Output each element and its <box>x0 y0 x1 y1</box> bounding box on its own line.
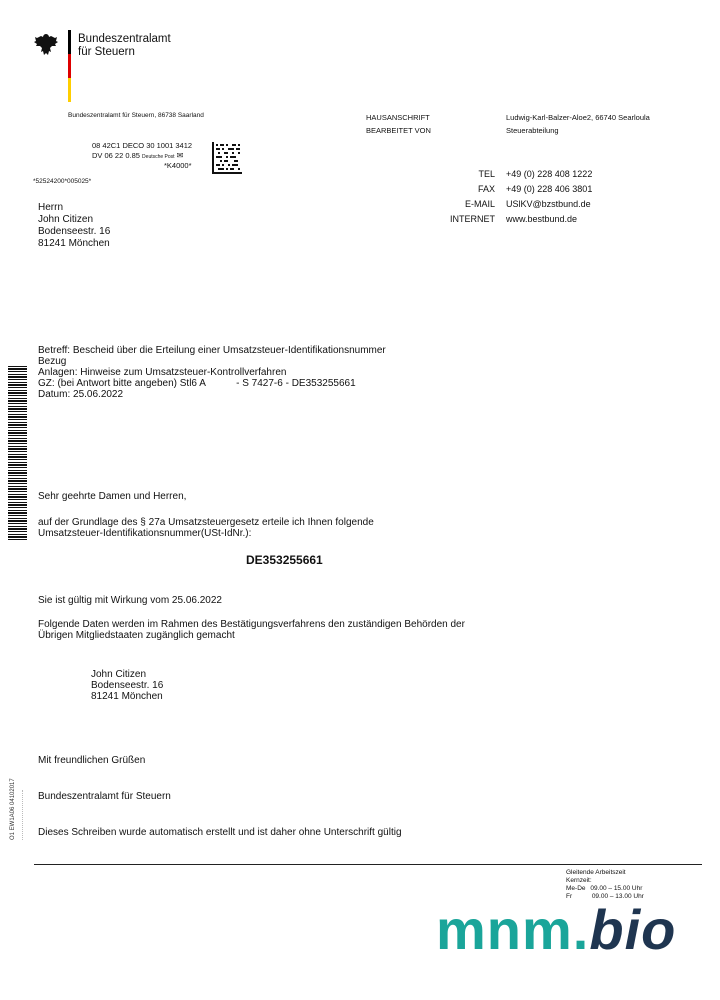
tel-value: +49 (0) 228 408 1222 <box>506 169 593 179</box>
watermark-logo <box>436 900 676 960</box>
email-link[interactable]: USlKV@bzstbund.de <box>506 199 591 209</box>
file-number-line <box>38 378 386 389</box>
office-hours <box>566 869 644 901</box>
federal-eagle-icon <box>33 32 59 58</box>
handled-by-label: BEARBEITET VON <box>366 126 431 135</box>
date-line: Datum: 25.06.2022 <box>38 389 124 400</box>
side-code: O1 EW1A06 04102017 <box>10 778 16 840</box>
data-line-1: Folgende Daten werden im Rahmen des Bestätigungsverfahrens den zuständigen Behörden der <box>38 619 465 630</box>
attachments-line: Anlagen: Hinweise zum Umsatzsteuer-Kontrollverfahren <box>38 367 287 378</box>
file-number-value: - S 7427-6 - DE353255661 <box>236 378 356 389</box>
reference-line: Bezug <box>38 356 67 367</box>
subject-block <box>38 345 386 400</box>
office-hours-row-2-time: 09.00 – 13.00 Uhr <box>591 893 644 900</box>
agency-name-line2: für Steuern <box>78 46 135 58</box>
reference-code: *52524200*005025* <box>33 178 92 185</box>
fax-value: +49 (0) 228 406 3801 <box>506 184 593 194</box>
contact-values <box>506 169 592 225</box>
internet-link[interactable]: www.bestbund.de <box>506 214 578 224</box>
postal-line-1: 08 42C1 DECO 30 1001 3412 <box>92 141 193 150</box>
contact-labels <box>400 169 495 225</box>
house-address-label: HAUSANSCHRIFT <box>366 113 430 122</box>
side-barcode <box>8 366 27 541</box>
greeting: Sehr geehrte Damen und Herren, <box>38 491 187 502</box>
automatic-note: Dieses Schreiben wurde automatisch erstellt und ist daher ohne Unterschrift gültig <box>38 827 402 838</box>
recipient-city: 81241 Mönchen <box>38 238 110 249</box>
data-line-2: Übrigen Mitgliedstaaten zugänglich gemacht <box>38 630 235 641</box>
office-hours-core: Kernzeit: <box>566 877 592 884</box>
datamatrix-code-icon <box>212 142 242 174</box>
flag-stripe-black <box>68 30 71 54</box>
data-disclosure-paragraph <box>38 619 465 641</box>
intro-line-2: Umsatzsteuer-Identifikationsnummer(USt-IdNr.): <box>38 528 252 539</box>
disclosed-city: 81241 Mönchen <box>91 691 163 702</box>
post-horn-icon: ✉ <box>176 151 184 160</box>
fax-label: FAX <box>477 184 495 194</box>
closing-line: Mit freundlichen Grüßen <box>38 755 146 766</box>
office-hours-title: Gleitende Arbeitszeit <box>566 869 626 876</box>
flag-stripe-red <box>68 54 71 78</box>
house-address-value: Ludwig-Karl-Balzer-Aloe2, 66740 Searloula <box>506 113 650 122</box>
office-hours-row-1 <box>566 885 644 893</box>
agency-logo <box>33 30 213 102</box>
recipient-name: John Citizen <box>38 214 94 225</box>
tel-label: TEL <box>478 169 495 179</box>
disclosed-name: John Citizen <box>91 669 147 680</box>
handled-by-value: Steuerabteilung <box>506 126 559 135</box>
side-code-faint <box>22 790 27 840</box>
office-hours-row-1-day: Me-De <box>566 885 586 892</box>
recipient-salutation: Herrn <box>38 202 64 213</box>
return-address: Bundeszentralamt für Steuern, 86738 Saarland <box>68 112 204 119</box>
validity-line: Sie ist gültig mit Wirkung vom 25.06.2022 <box>38 595 222 606</box>
flag-stripe-gold <box>68 78 71 102</box>
intro-line-1: auf der Grundlage des § 27a Umsatzsteuergesetz erteile ich Ihnen folgende <box>38 517 374 528</box>
email-label: E-MAIL <box>464 199 495 209</box>
internet-label: INTERNET <box>450 214 495 224</box>
watermark-part-2: bio <box>589 898 677 961</box>
agency-name-line1: Bundeszentralamt <box>78 33 171 45</box>
postal-code: *K4000* <box>164 161 192 170</box>
signatory-line: Bundeszentralamt für Steuern <box>38 791 171 802</box>
intro-paragraph <box>38 517 374 539</box>
postal-line-2-text: DV 06 22 0.85 <box>92 151 140 160</box>
watermark-part-1: mnm. <box>436 898 590 961</box>
disclosed-street: Bodenseestr. 16 <box>91 680 164 691</box>
recipient-street: Bodenseestr. 16 <box>38 226 111 237</box>
office-hours-row-2-day: Fr <box>566 893 573 900</box>
office-hours-row-1-time: 09.00 – 15.00 Uhr <box>590 885 643 892</box>
subject-line: Betreff: Bescheid über die Erteilung einer Umsatzsteuer-Identifikationsnummer <box>38 345 386 356</box>
postal-mark: Deutsche Post <box>142 154 175 160</box>
file-number-label: GZ: (bei Antwort bitte angeben) Stl6 A <box>38 378 206 389</box>
vat-id-number: DE353255661 <box>246 553 323 567</box>
footer-divider <box>34 864 702 865</box>
disclosed-address <box>91 669 163 702</box>
recipient-address <box>38 202 110 250</box>
